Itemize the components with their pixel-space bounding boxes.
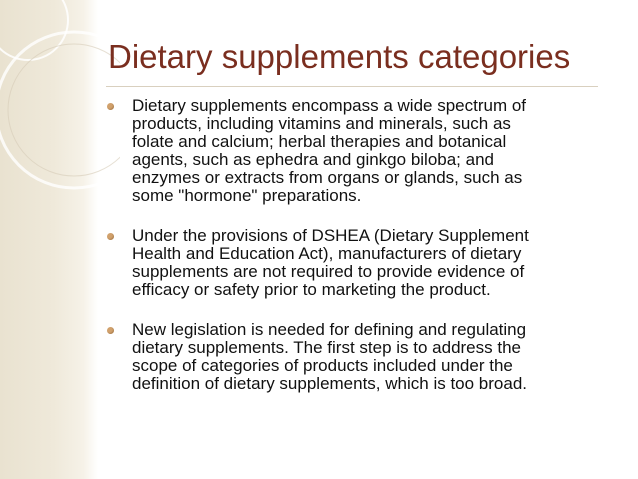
bullet-line: scope of categories of products included under the <box>132 356 513 375</box>
title-divider <box>106 86 598 87</box>
bullet-line: folate and calcium; herbal therapies and botanical <box>132 132 507 151</box>
bullet-line: supplements are not required to provide evidence of <box>132 262 525 281</box>
bullet-item <box>107 227 597 299</box>
bullet-line: Dietary supplements encompass a wide spectrum of <box>132 96 527 115</box>
bullet-item <box>107 97 597 205</box>
bullet-line: Under the provisions of DSHEA (Dietary Supplement <box>132 226 529 245</box>
bullet-line: Health and Education Act), manufacturers of dietary <box>132 244 522 263</box>
bullet-line: products, including vitamins and minerals, such as <box>132 114 511 133</box>
bullet-line: New legislation is needed for defining and regulating <box>132 320 527 339</box>
decorative-circles-graphic <box>0 0 120 479</box>
slide-title: Dietary supplements categories <box>108 38 571 75</box>
bullet-line: definition of dietary supplements, which is too broad. <box>132 374 528 393</box>
bullet-item <box>107 321 597 393</box>
bullet-dot-icon <box>107 233 114 240</box>
bullet-line: some "hormone" preparations. <box>132 186 362 205</box>
bullet-dot-icon <box>107 327 114 334</box>
bullet-line: agents, such as ephedra and ginkgo biloba; and <box>132 150 494 169</box>
bullet-line: enzymes or extracts from organs or glands, such as <box>132 168 523 187</box>
bullet-line: efficacy or safety prior to marketing the product. <box>132 280 491 299</box>
bullet-line: dietary supplements. The first step is to address the <box>132 338 521 357</box>
bullet-dot-icon <box>107 103 114 110</box>
bullet-list <box>107 97 597 415</box>
